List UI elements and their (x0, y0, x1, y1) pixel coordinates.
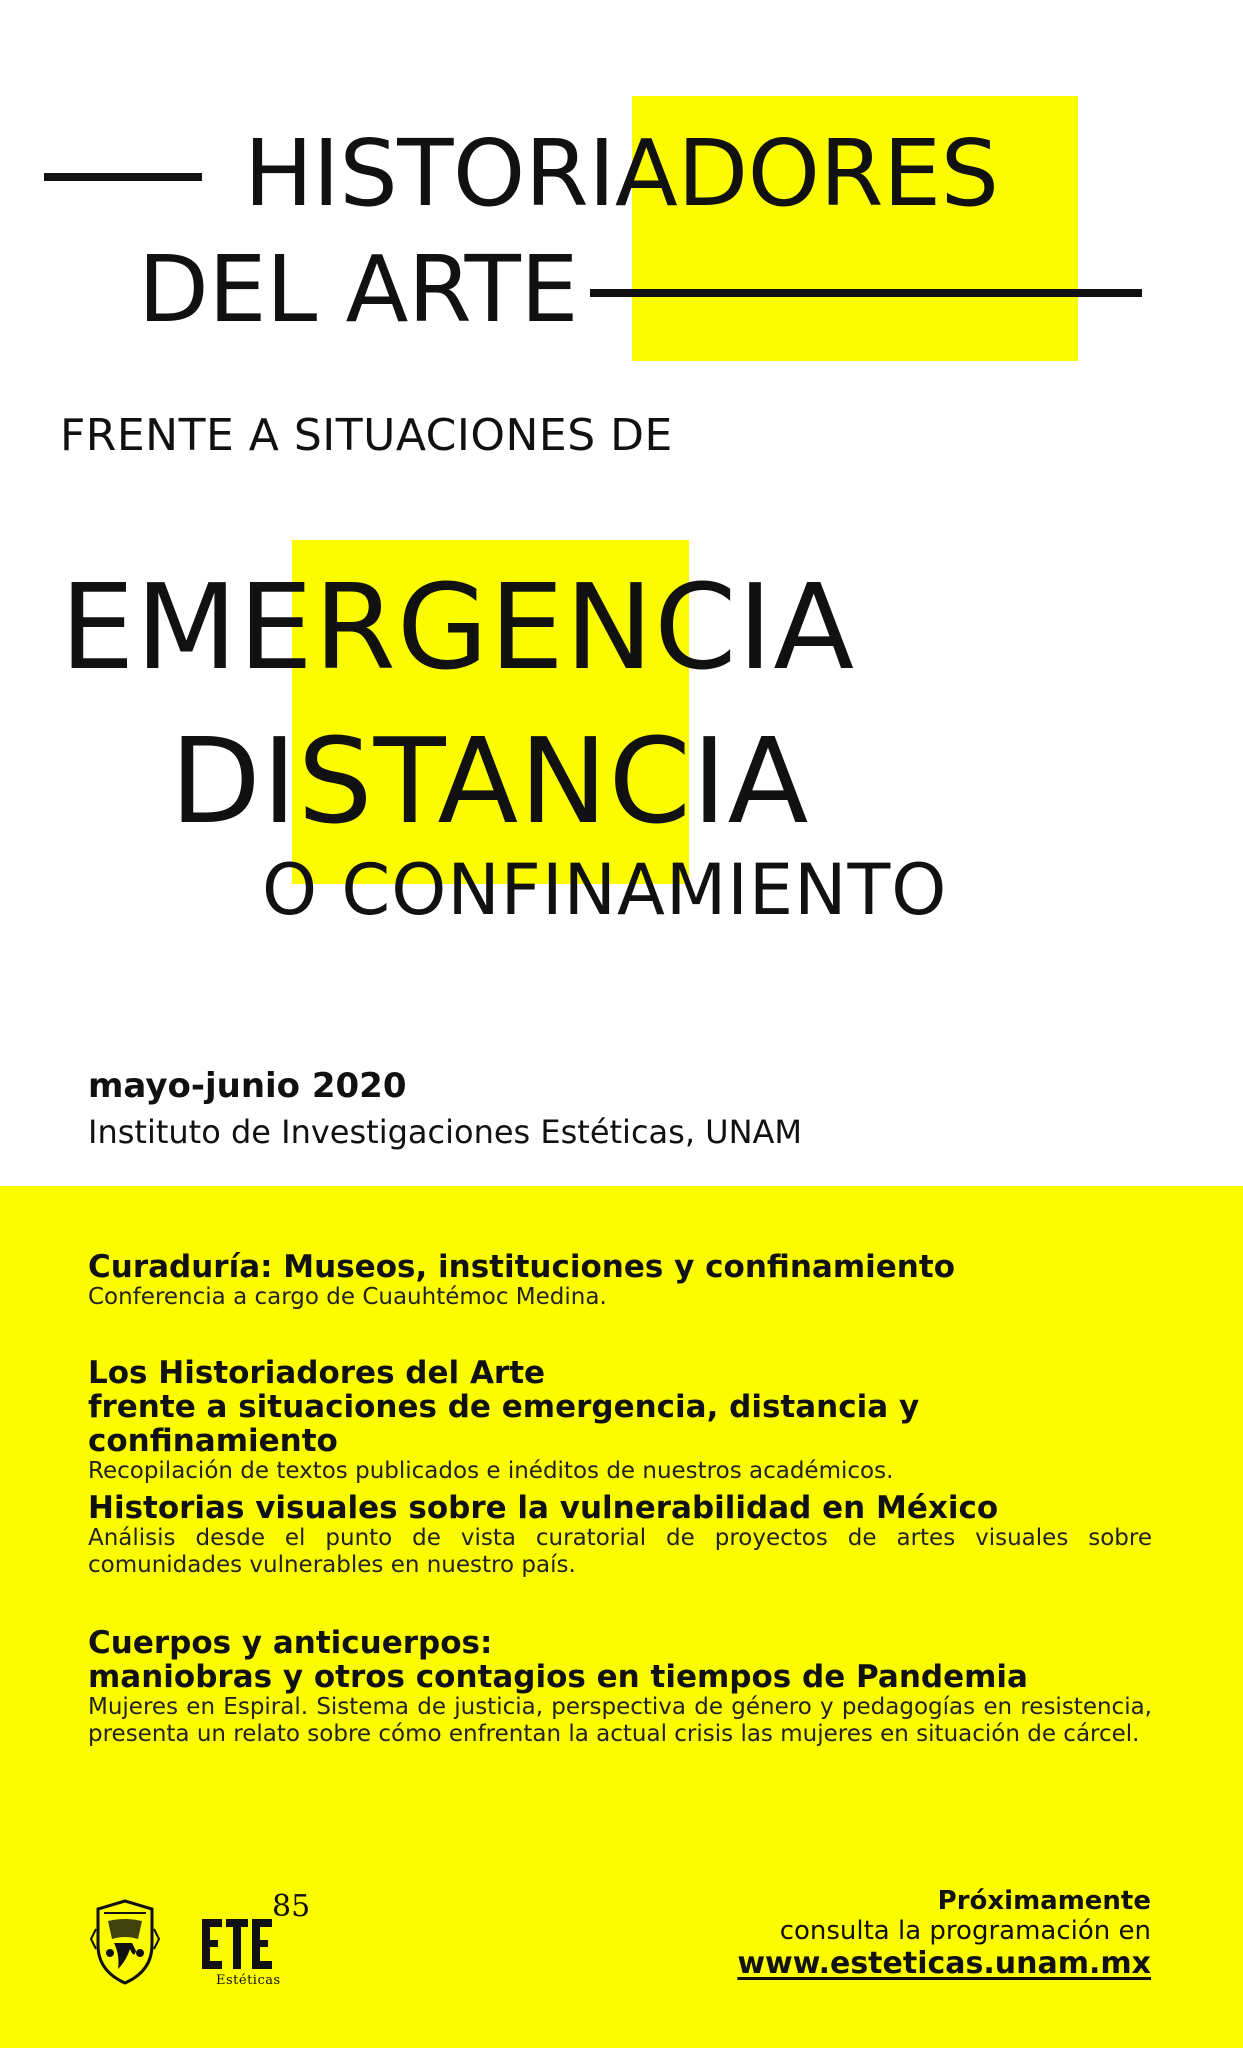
esteticas-85-logo (198, 1889, 314, 1996)
program-item (88, 1626, 1152, 1748)
headline-emergencia: EMERGENCIA (60, 558, 856, 696)
headline-confinamiento: O CONFINAMIENTO (262, 849, 948, 931)
esteticas-anniversary-number: 85 (272, 1889, 311, 1924)
program-item-description: Análisis desde el punto de vista curatorial de proyectos de artes visuales sobre comunidades vulnerables en nuestro país. (88, 1525, 1152, 1578)
event-dates: mayo-junio 2020 (88, 1066, 407, 1106)
program-item-description: Conferencia a cargo de Cuauhtémoc Medina. (88, 1284, 607, 1310)
footer-consult: consulta la programación en (779, 1916, 1151, 1946)
program-item (88, 1356, 1152, 1485)
program-item-title: Curaduría: Museos, instituciones y confinamiento (88, 1249, 955, 1285)
footer-upcoming: Próximamente (937, 1886, 1151, 1916)
headline-distancia: DISTANCIA (170, 712, 810, 850)
program-item-title: Historias visuales sobre la vulnerabilidad en México (88, 1490, 999, 1526)
program-item-description: Mujeres en Espiral. Sistema de justicia, perspectiva de género y pedagogías en resistencia, presenta un relato sobre cómo enfrentan la actual crisis las mujeres en situación de cárcel. (88, 1694, 1152, 1747)
program-item-title: Los Historiadores del Arte frente a situaciones de emergencia, distancia y confinamiento (88, 1355, 920, 1459)
esteticas-caption: Estéticas (216, 1973, 281, 1988)
program-item-title: Cuerpos y anticuerpos: maniobras y otros contagios en tiempos de Pandemia (88, 1625, 1028, 1695)
website-link[interactable]: www.esteticas.unam.mx (737, 1946, 1151, 1981)
subtitle: FRENTE A SITUACIONES DE (60, 410, 673, 461)
decorative-line-right (590, 289, 1142, 297)
title-line-1: HISTORIADORES (244, 120, 999, 227)
program-section (0, 1186, 1243, 2048)
program-item-description: Recopilación de textos publicados e inéditos de nuestros académicos. (88, 1458, 894, 1484)
footer-info (737, 1886, 1151, 1982)
event-institute: Instituto de Investigaciones Estéticas, UNAM (88, 1113, 803, 1151)
program-item (88, 1491, 1152, 1579)
unam-seal-icon (90, 1899, 160, 1985)
program-item (88, 1250, 1152, 1311)
title-line-2: DEL ARTE (138, 236, 578, 343)
decorative-line-left (44, 173, 202, 181)
